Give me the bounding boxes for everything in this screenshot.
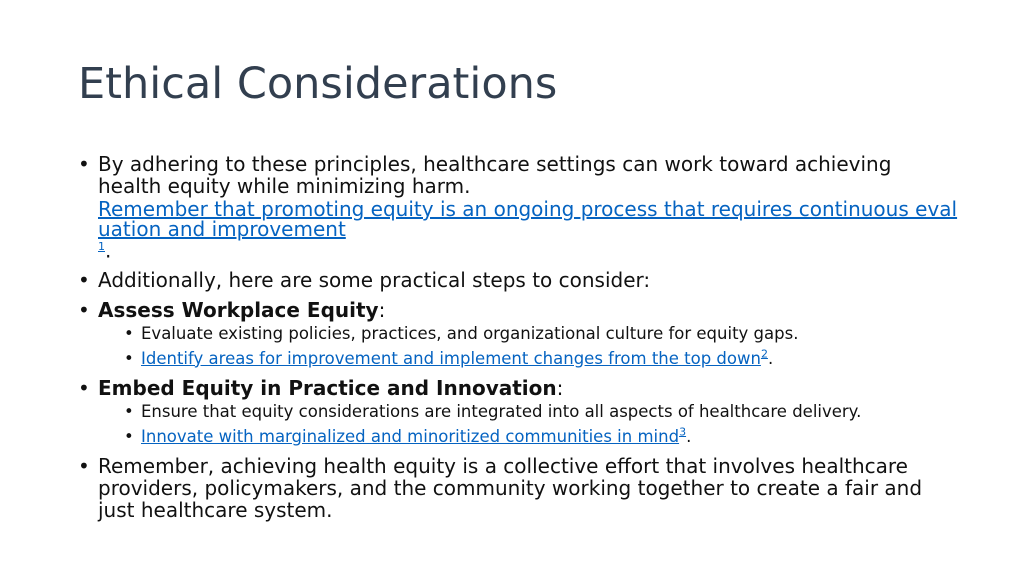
reference-2-link[interactable]: 2 — [760, 347, 768, 361]
embed-equity-colon: : — [556, 375, 564, 400]
equity-ongoing-link[interactable]: Remember that promoting equity is an ongoing process that requires continuous evaluation and improvement — [98, 197, 958, 241]
bullet-principles-text: By adhering to these principles, healthcare settings can work toward achieving health equity while minimizing harm. — [98, 152, 892, 198]
reference-1-link[interactable]: 1 — [98, 240, 105, 253]
sub-bullet-ensure — [98, 402, 958, 422]
identify-areas-link[interactable]: Identify areas for improvement and implement changes from the top down — [141, 348, 761, 368]
bullet-collective-effort-text: Remember, achieving health equity is a collective effort that involves healthcare providers, policymakers, and the community working together to create a fair and just healthcare system. — [98, 453, 923, 522]
slide-content — [78, 153, 958, 521]
embed-equity-heading: Embed Equity in Practice and Innovation — [98, 375, 557, 400]
bullet-embed-equity — [78, 377, 958, 447]
bullet-practical-steps-text: Additionally, here are some practical steps to consider: — [98, 267, 651, 292]
assess-workplace-sublist — [98, 324, 958, 369]
sub-bullet-innovate — [98, 427, 958, 447]
assess-workplace-colon: : — [378, 297, 386, 322]
bullet-practical-steps — [78, 269, 958, 291]
bullet-principles-end: . — [105, 238, 112, 263]
sub-bullet-identify — [98, 349, 958, 369]
bullet-assess-workplace — [78, 299, 958, 369]
reference-line-1 — [98, 238, 958, 263]
sub-bullet-evaluate-text: Evaluate existing policies, practices, and organizational culture for equity gaps. — [141, 323, 799, 343]
sub-bullet-identify-end: . — [767, 348, 774, 368]
bullet-collective-effort — [78, 455, 958, 521]
bullet-list — [78, 153, 958, 521]
assess-workplace-heading: Assess Workplace Equity — [98, 297, 379, 322]
sub-bullet-evaluate — [98, 324, 958, 344]
innovate-communities-link[interactable]: Innovate with marginalized and minoritized communities in mind — [141, 426, 680, 446]
reference-3-link[interactable]: 3 — [679, 425, 687, 439]
slide-title: Ethical Considerations — [78, 59, 558, 109]
embed-equity-sublist — [98, 402, 958, 447]
sub-bullet-ensure-text: Ensure that equity considerations are integrated into all aspects of healthcare delivery. — [141, 401, 862, 421]
sub-bullet-innovate-end: . — [686, 426, 692, 446]
bullet-principles — [78, 152, 958, 263]
